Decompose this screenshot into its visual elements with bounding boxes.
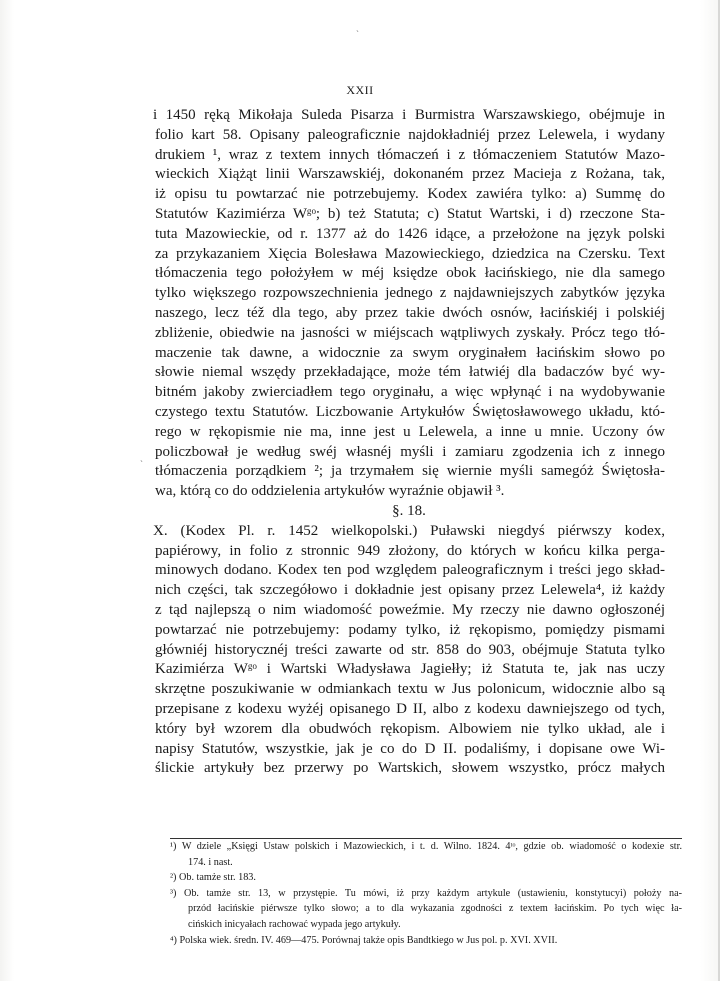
text-line: przepisane z kodexu wyżéj opisanego D II, albo z kodexu dawniejszego od tych, [155, 700, 665, 717]
text-line: papiérowy, in folio z stronnic 949 złożony, do których w końcu kilka perga- [155, 542, 665, 559]
text-line: wa, którą co do oddzielenia artykułów wyraźnie objawił ³. [155, 483, 505, 500]
text-line: ślickie artykuły bez przerwy po Wartskich, słowem wszystko, prócz małych [155, 760, 665, 777]
text-line: drukiem ¹, wraz z textem innych tłómaczeń i z tłómaczeniem Statutów Mazo- [155, 146, 665, 163]
text-line: Statutów Kazimiérza Wᵍᵒ; b) też Statuta; c) Statut Wartski, i d) rzeczone Sta- [155, 205, 665, 222]
top-mark: ˏ [356, 22, 359, 32]
text-line: tylko większego rozpowszechnienia jednego z najdawniejszych zabytków języka [155, 285, 665, 302]
footnote-3-cont: przód łacińskie piérwsze tylko słowo; a to dla wykazania zgodności z textem łacińskim. Po tych więc ła- [188, 903, 682, 915]
page-number-header: XXII [346, 83, 374, 97]
footnote-1-cont: 174. i nast. [188, 856, 233, 868]
text-line: główniéj historycznéj treści zawarte od str. 858 do 903, obéjmuje Statuta tylko [155, 641, 665, 658]
text-line: X. (Kodex Pl. r. 1452 wielkopolski.) Puławski niegdyś piérwszy kodex, [153, 522, 665, 539]
text-line: naszego, lecz též dla tego, aby przez takie dwóch osnów, łacińskiéj i polskiéj [155, 304, 665, 321]
text-line: rego w rękopismie nie ma, inne jest u Lelewela, a inne u mnie. Uczony ów [155, 423, 665, 440]
text-line: powtarzać nie potrzebujemy: podamy tylko, iż rękopismo, pomiędzy pismami [155, 621, 665, 638]
text-line: tuta Mazowieckie, od r. 1377 aż do 1426 idące, a przełożone na język polski [155, 225, 665, 242]
text-line: iż opisu tu powtarzać nie potrzebujemy. Kodex zawiéra tylko: a) Summę do [155, 186, 665, 203]
text-line: za przykazaniem Xięcia Bolesława Mazowieckiego, dziedzica na Czersku. Text [155, 245, 665, 262]
footnote-1: ¹) W dziele „Księgi Ustaw polskich i Mazowieckich, i t. d. Wilno. 1824. 4ᵗᵒ, gdzie ob. wiadomość o kodexie str. [170, 841, 682, 852]
footnotes [170, 838, 682, 948]
margin-mark: ˎ [140, 452, 143, 462]
text-line: bitném jakoby zwierciadłem tego oryginału, a więc wpłynąć i na wydobywanie [155, 384, 665, 401]
text-line: folio kart 58. Opisany paleograficznie najdokładniéj przez Lelewela, i wydany [155, 126, 665, 143]
text-line: policzbował je według swéj własnéj myśli i zamiaru zgodzenia ich z innego [155, 443, 665, 460]
text-line: słowie niemal wszędy przekładające, może tém łatwiéj dla badaczów być wy- [155, 364, 665, 381]
footnote-3-cont: cińskich inicyałach rachować wypada jego artykuły. [188, 918, 401, 930]
footnote-2: ²) Ob. tamże str. 183. [170, 872, 256, 884]
text-line: wieckich Xiążąt linii Warszawskiéj, dokonaném przez Macieja z Rożana, tak, [155, 166, 665, 183]
text-line: maczenie tak dawne, a widocznie za swym oryginałem łacińskim słowo po [155, 344, 665, 361]
text-line: skrzętne poszukiwanie w odmiankach textu w Jus polonicum, widocznie albo są [155, 681, 665, 698]
text-line: nich części, tak szczegółowo i dokładnie jest opisany przez Lelewela⁴, iż każdy [155, 582, 665, 599]
text-line: czystego textu Statutów. Liczbowanie Artykułów Świętosławowego układu, któ- [155, 403, 665, 420]
text-line: i 1450 ręką Mikołaja Suleda Pisarza i Burmistra Warszawskiego, obéjmuje in [153, 107, 665, 123]
text-line: tłómaczenia porządkiem ²; ja trzymałem się wiernie myśli samegóż Świętosła- [155, 463, 665, 480]
text-line: napisy Statutów, wszystkie, jak je co do D II. podaliśmy, i dopisane owe Wi- [155, 740, 665, 757]
text-line: z tąd najlepszą o nim wiadomość poweźmie. My rzeczy nie dawno ogłoszonéj [155, 601, 665, 618]
text-line: tłómaczenia tego położyłem w méj księdze obok łacińskiego, nie dla samego [155, 265, 665, 282]
section-heading: §. 18. [392, 502, 426, 519]
text-line: minowych dodano. Kodex ten pod względem paleograficznym i treści jego skład- [155, 562, 665, 579]
text-line: który był wzorem dla obudwóch rękopism. Albowiem nie tylko układ, ale i [155, 720, 665, 737]
text-line: zbliżenie, obiedwie na jasności w miéjscach wątpliwych zyskały. Prócz tego tłó- [155, 324, 665, 341]
footnote-4: ⁴) Polska wiek. średn. IV. 469—475. Porównaj także opis Bandtkiego w Jus pol. p. XVI. XVII. [170, 934, 558, 946]
text-line: Kazimiérza Wᵍᵒ i Wartski Władysława Jagiełły; iż Statuta te, jak nas uczy [155, 661, 665, 678]
main-text [153, 106, 665, 779]
footnote-3: ³) Ob. tamże str. 13, w przystępie. Tu mówi, iż przy każdym artykule (ustawieniu, konstytucyi) położy na- [170, 887, 682, 899]
